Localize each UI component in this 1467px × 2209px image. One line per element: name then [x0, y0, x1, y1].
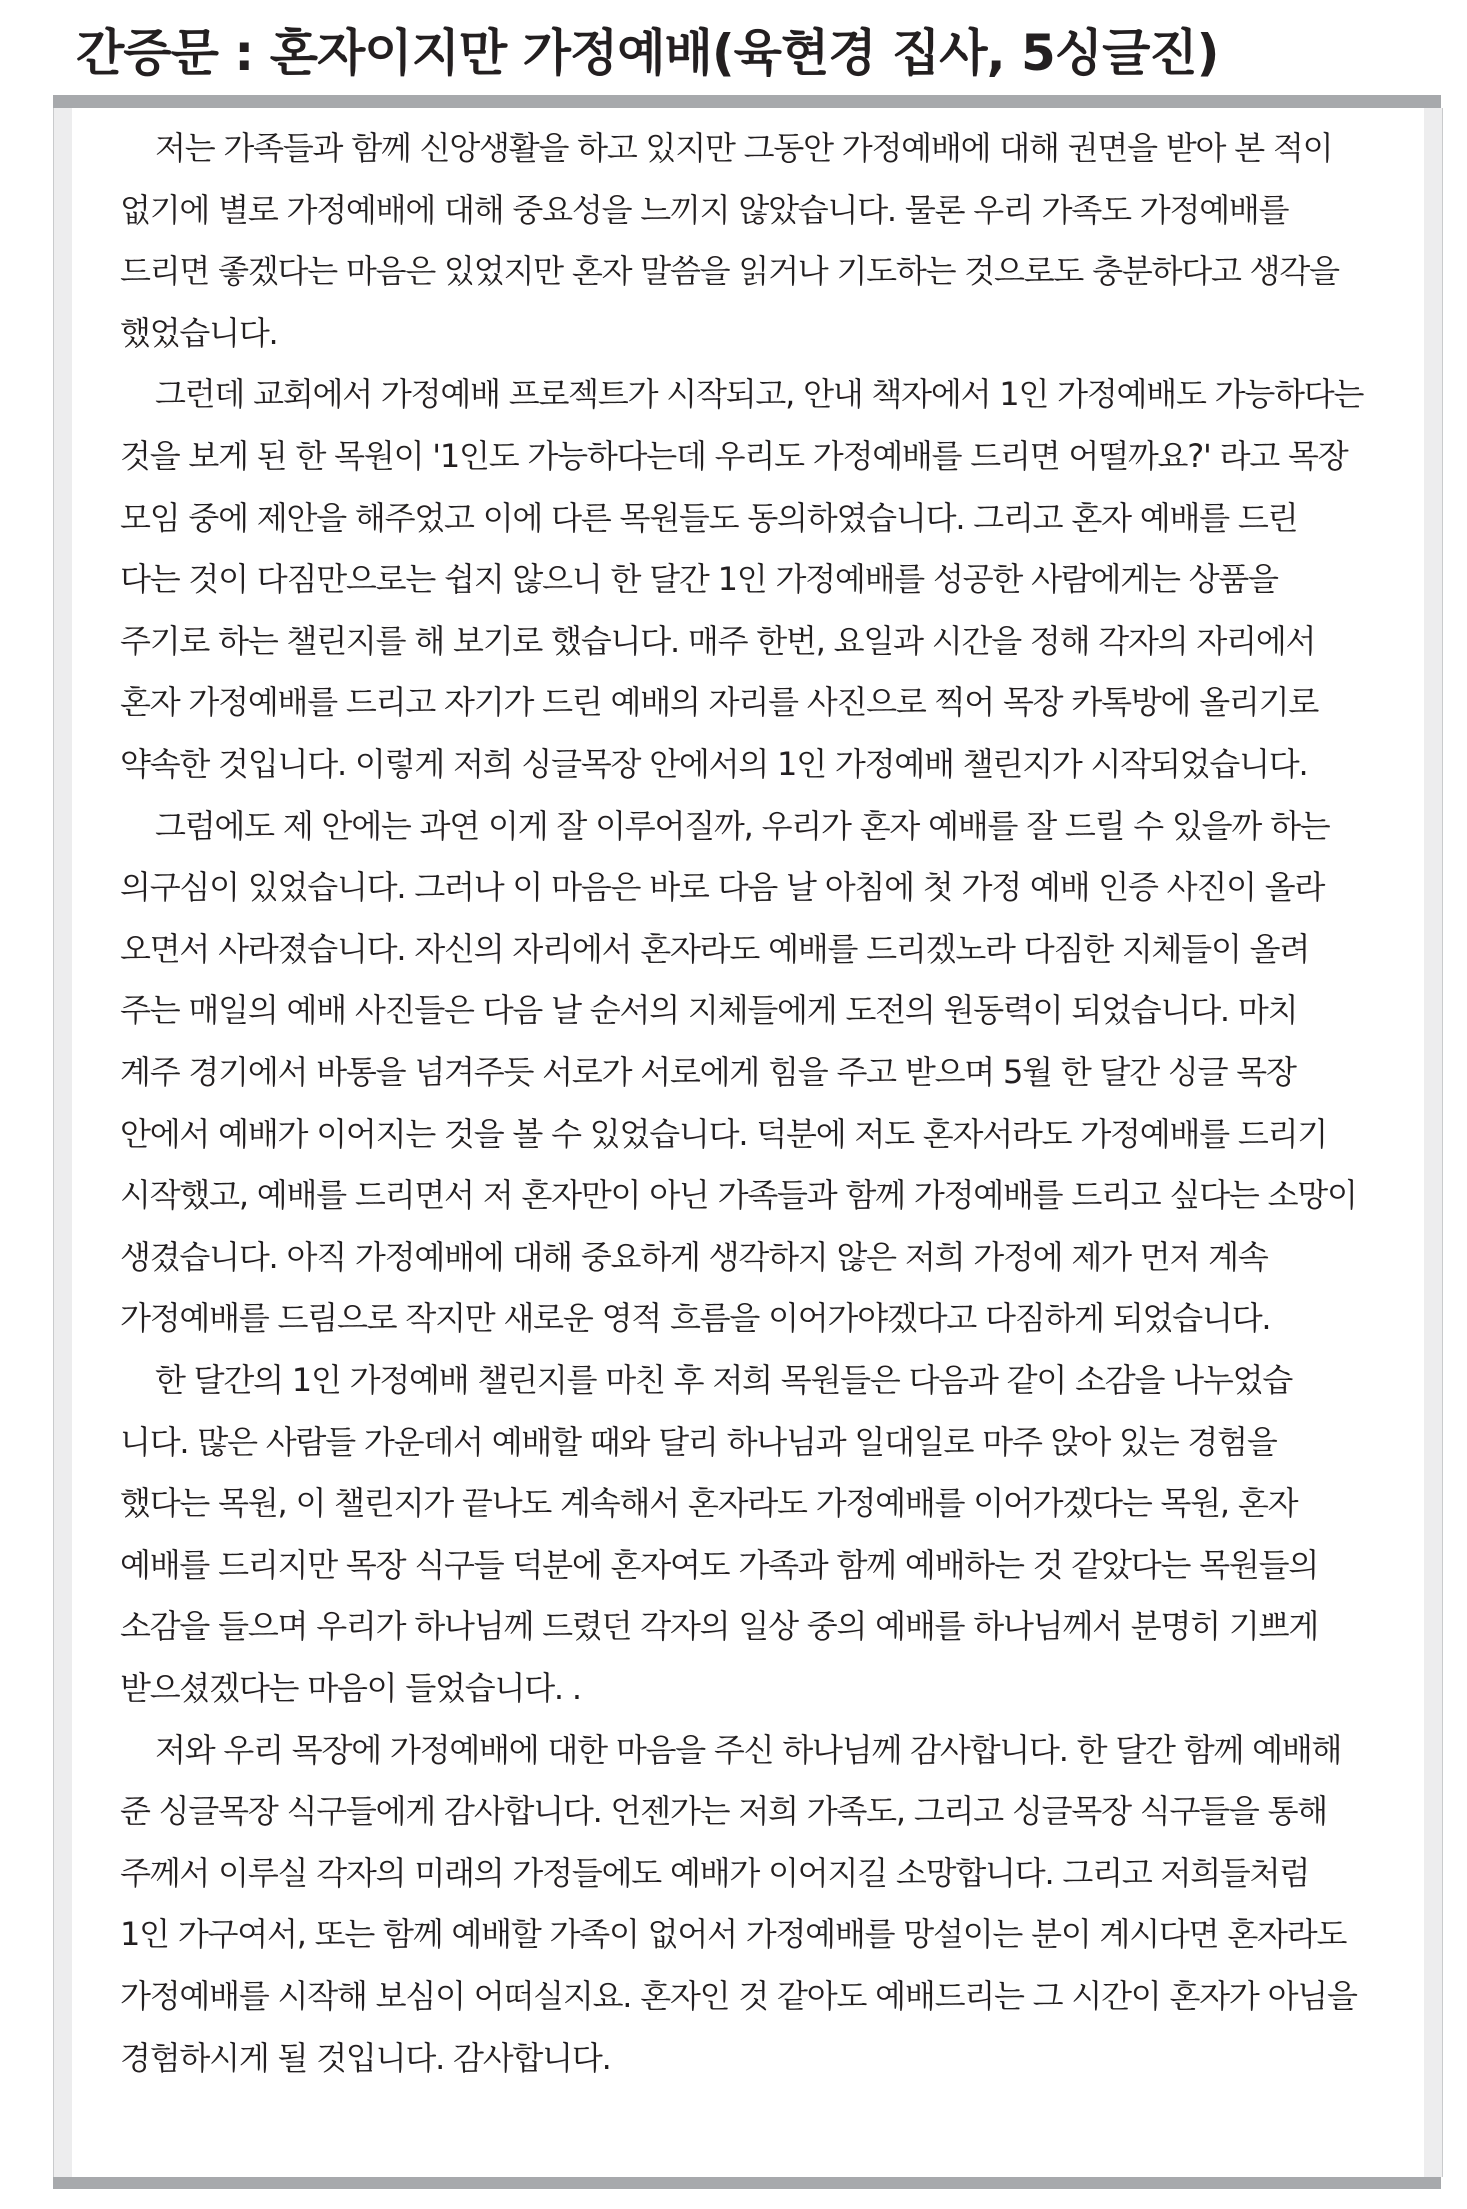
text-line: 시작했고, 예배를 드리면서 저 혼자만이 아닌 가족들과 함께 가정예배를 드리고 싶다는 소망이 [120, 1176, 1357, 1215]
text-line: 준 싱글목장 식구들에게 감사합니다. 언젠가는 저희 가족도, 그리고 싱글목장 식구들을 통해 [120, 1792, 1328, 1831]
text-line: 생겼습니다. 아직 가정예배에 대해 중요하게 생각하지 않은 저희 가정에 제가 먼저 계속 [120, 1237, 1268, 1276]
text-line: 것을 보게 된 한 목원이 '1인도 가능하다는데 우리도 가정예배를 드리면 어떨까요?' 라고 목장 [120, 437, 1348, 475]
text-line: 드리면 좋겠다는 마음은 있었지만 혼자 말씀을 읽거나 기도하는 것으로도 충분하다고 생각을 [120, 252, 1339, 291]
text-line: 의구심이 있었습니다. 그러나 이 마음은 바로 다음 날 아침에 첫 가정 예배 인증 사진이 올라 [120, 868, 1325, 907]
text-line: 없기에 별로 가정예배에 대해 중요성을 느끼지 않았습니다. 물론 우리 가족도 가정예배를 [120, 190, 1289, 229]
title-divider [53, 95, 1441, 108]
text-line: 받으셨겠다는 마음이 들었습니다. . [120, 1669, 581, 1707]
text-line: 안에서 예배가 이어지는 것을 볼 수 있었습니다. 덕분에 저도 혼자서라도 가정예배를 드리기 [120, 1114, 1328, 1153]
text-line: 했었습니다. [120, 313, 278, 352]
text-line: 주는 매일의 예배 사진들은 다음 날 순서의 지체들에게 도전의 원동력이 되었습니다. 마치 [120, 991, 1298, 1030]
text-line: 혼자 가정예배를 드리고 자기가 드린 예배의 자리를 사진으로 찍어 목장 카톡방에 올리기로 [120, 683, 1319, 722]
text-line: 예배를 드리지만 목장 식구들 덕분에 혼자여도 가족과 함께 예배하는 것 같았다는 목원들의 [120, 1545, 1319, 1584]
text-line: 다는 것이 다짐만으로는 쉽지 않으니 한 달간 1인 가정예배를 성공한 사람에게는 상품을 [120, 560, 1278, 599]
text-line: 주기로 하는 챌린지를 해 보기로 했습니다. 매주 한번, 요일과 시간을 정해 각자의 자리에서 [120, 621, 1316, 660]
text-line: 저는 가족들과 함께 신앙생활을 하고 있지만 그동안 가정예배에 대해 권면을 받아 본 적이 [155, 129, 1333, 167]
text-line: 계주 경기에서 바통을 넘겨주듯 서로가 서로에게 힘을 주고 받으며 5월 한 달간 싱글 목장 [120, 1053, 1296, 1091]
testimony-frame [53, 108, 1443, 2177]
text-line: 그런데 교회에서 가정예배 프로젝트가 시작되고, 안내 책자에서 1인 가정예배도 가능하다는 [155, 375, 1364, 414]
text-line: 모임 중에 제안을 해주었고 이에 다른 목원들도 동의하였습니다. 그리고 혼자 예배를 드린 [120, 498, 1298, 537]
text-line: 했다는 목원, 이 챌린지가 끝나도 계속해서 혼자라도 가정예배를 이어가겠다는 목원, 혼자 [120, 1484, 1298, 1523]
text-line: 1인 가구여서, 또는 함께 예배할 가족이 없어서 가정예배를 망설이는 분이 계시다면 혼자라도 [120, 1915, 1347, 1954]
bottom-divider [53, 2177, 1441, 2189]
testimony-body [72, 108, 1424, 2177]
text-line: 저와 우리 목장에 가정예배에 대한 마음을 주신 하나님께 감사합니다. 한 달간 함께 예배해 [155, 1730, 1342, 1769]
text-line: 소감을 들으며 우리가 하나님께 드렸던 각자의 일상 중의 예배를 하나님께서 분명히 기쁘게 [120, 1607, 1319, 1646]
text-line: 그럼에도 제 안에는 과연 이게 잘 이루어질까, 우리가 혼자 예배를 잘 드릴 수 있을까 하는 [155, 806, 1330, 845]
text-line: 경험하시게 될 것입니다. 감사합니다. [120, 2038, 611, 2077]
text-line: 니다. 많은 사람들 가운데서 예배할 때와 달리 하나님과 일대일로 마주 앉아 있는 경험을 [120, 1422, 1277, 1461]
text-line: 가정예배를 드림으로 작지만 새로운 영적 흐름을 이어가야겠다고 다짐하게 되었습니다. [120, 1299, 1271, 1338]
text-line: 가정예배를 시작해 보심이 어떠실지요. 혼자인 것 같아도 예배드리는 그 시간이 혼자가 아님을 [120, 1977, 1357, 2015]
page-title: 간증문 : 혼자이지만 가정예배(육현경 집사, 5싱글진) [76, 24, 1219, 82]
text-line: 한 달간의 1인 가정예배 챌린지를 마친 후 저희 목원들은 다음과 같이 소감을 나누었습 [155, 1361, 1293, 1399]
text-line: 약속한 것입니다. 이렇게 저희 싱글목장 안에서의 1인 가정예배 챌린지가 시작되었습니다. [120, 745, 1308, 783]
text-line: 오면서 사라졌습니다. 자신의 자리에서 혼자라도 예배를 드리겠노라 다짐한 지체들이 올려 [120, 929, 1310, 968]
text-line: 주께서 이루실 각자의 미래의 가정들에도 예배가 이어지길 소망합니다. 그리고 저희들처럼 [120, 1853, 1310, 1892]
